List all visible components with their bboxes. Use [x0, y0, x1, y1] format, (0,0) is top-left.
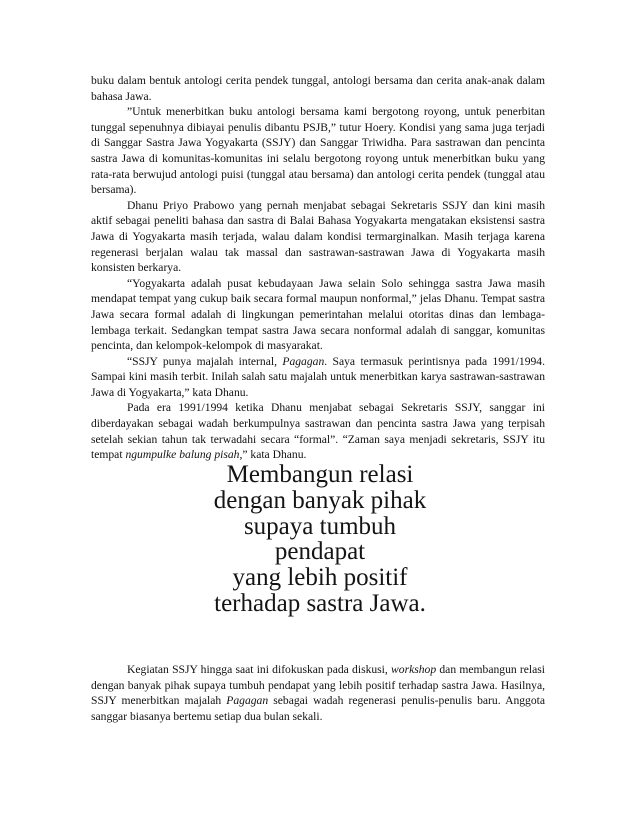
- paragraph-7-text-b: dan membangun relasi dengan banyak pihak supaya tumbuh pendapat yang lebih positif terhadap sastra Jawa. Hasilnya, SSJY menerbitkan majalah: [91, 663, 545, 708]
- pull-quote: [160, 462, 480, 617]
- paragraph-1: buku dalam bentuk antologi cerita pendek tunggal, antologi bersama dan cerita anak-anak dalam bahasa Jawa.: [91, 74, 545, 103]
- paragraph-5: [91, 354, 545, 401]
- article-body-bottom: [91, 662, 545, 724]
- paragraph-7: [91, 662, 545, 724]
- pull-quote-line: dengan banyak pihak: [213, 486, 427, 514]
- paragraph-5-text-b: . Saya termasuk perintisnya pada 1991/1994. Sampai kini masih terbit. Inilah salah satu majalah untuk menerbitkan karya sastrawan-sastrawan Jawa di Yogyakarta,” kata Dhanu.: [91, 354, 545, 399]
- article-body-top: [91, 73, 545, 463]
- pull-quote-line: yang lebih positif: [232, 564, 408, 592]
- pull-quote-line: Membangun relasi: [226, 461, 414, 488]
- workshop-italic: workshop: [391, 663, 437, 676]
- paragraph-6: [91, 400, 545, 462]
- pull-quote-line: pendapat: [274, 538, 366, 566]
- paragraph-2: ”Untuk menerbitkan buku antologi bersama kami bergotong royong, untuk penerbitan tunggal sepenuhnya dibiayai penulis dibantu PSJB,” tutur Hoery. Kondisi yang sama juga terjadi di Sanggar Sastra Jawa Yogyakarta (SSJY) dan Sanggar Triwidha. Para sastrawan dan pencinta sastra Jawa di komunitas-komunitas ini selalu bergotong royong untuk menerbitkan buku yang rata-rata berwujud antologi puisi (tunggal atau bersama) dan antologi cerita pendek (tunggal atau bersama).: [91, 105, 545, 197]
- paragraph-5-text-a: “SSJY punya majalah internal,: [127, 354, 283, 368]
- paragraph-6-text-a: Pada era 1991/1994 ketika Dhanu menjabat sebagai Sekretaris SSJY, sanggar ini diberdayakan sebagai wadah berkumpulnya sastrawan dan pencinta sastra Jawa yang terpisah setelah sekian tahun tak terwadahi secara “formal”. “Zaman saya menjadi sekretaris, SSJY itu tempat: [91, 401, 545, 462]
- pull-quote-line: supaya tumbuh: [243, 512, 397, 540]
- paragraph-3: Dhanu Priyo Prabowo yang pernah menjabat sebagai Sekretaris SSJY dan kini masih aktif sebagai peneliti bahasa dan sastra di Balai Bahasa Yogyakarta mengatakan eksistensi sastra Jawa di Yogyakarta masih terjada, walau dalam kondisi termarginalkan. Masih terjaga karena regenerasi berjalan walau tak massal dan sastrawan-sastrawan Jawa di Yogyakarta masih konsisten berkarya.: [91, 198, 545, 275]
- javanese-phrase-italic: ngumpulke balung pisah: [125, 448, 240, 462]
- paragraph-7-text-a: Kegiatan SSJY hingga saat ini difokuskan pada diskusi,: [127, 663, 392, 676]
- paragraph-7-text-c: sebagai wadah regenerasi penulis-penulis baru. Anggota sanggar biasanya bertemu setiap dua bulan sekali.: [91, 694, 545, 723]
- paragraph-6-text-b: ,” kata Dhanu.: [239, 448, 307, 462]
- pull-quote-line: terhadap sastra Jawa.: [214, 589, 426, 617]
- magazine-name-italic: Pagagan: [226, 694, 269, 708]
- magazine-name-italic: Pagagan: [282, 354, 325, 368]
- paragraph-4: “Yogyakarta adalah pusat kebudayaan Jawa selain Solo sehingga sastra Jawa masih mendapat tempat yang cukup baik secara formal maupun nonformal,” jelas Dhanu. Tempat sastra Jawa secara formal adalah di lingkungan pemerintahan melalui otoritas dinas dan lembaga-lembaga terkait. Sedangkan tempat sastra Jawa secara nonformal adalah di sanggar, komunitas pencinta, dan kelompok-kelompok di masyarakat.: [91, 276, 545, 353]
